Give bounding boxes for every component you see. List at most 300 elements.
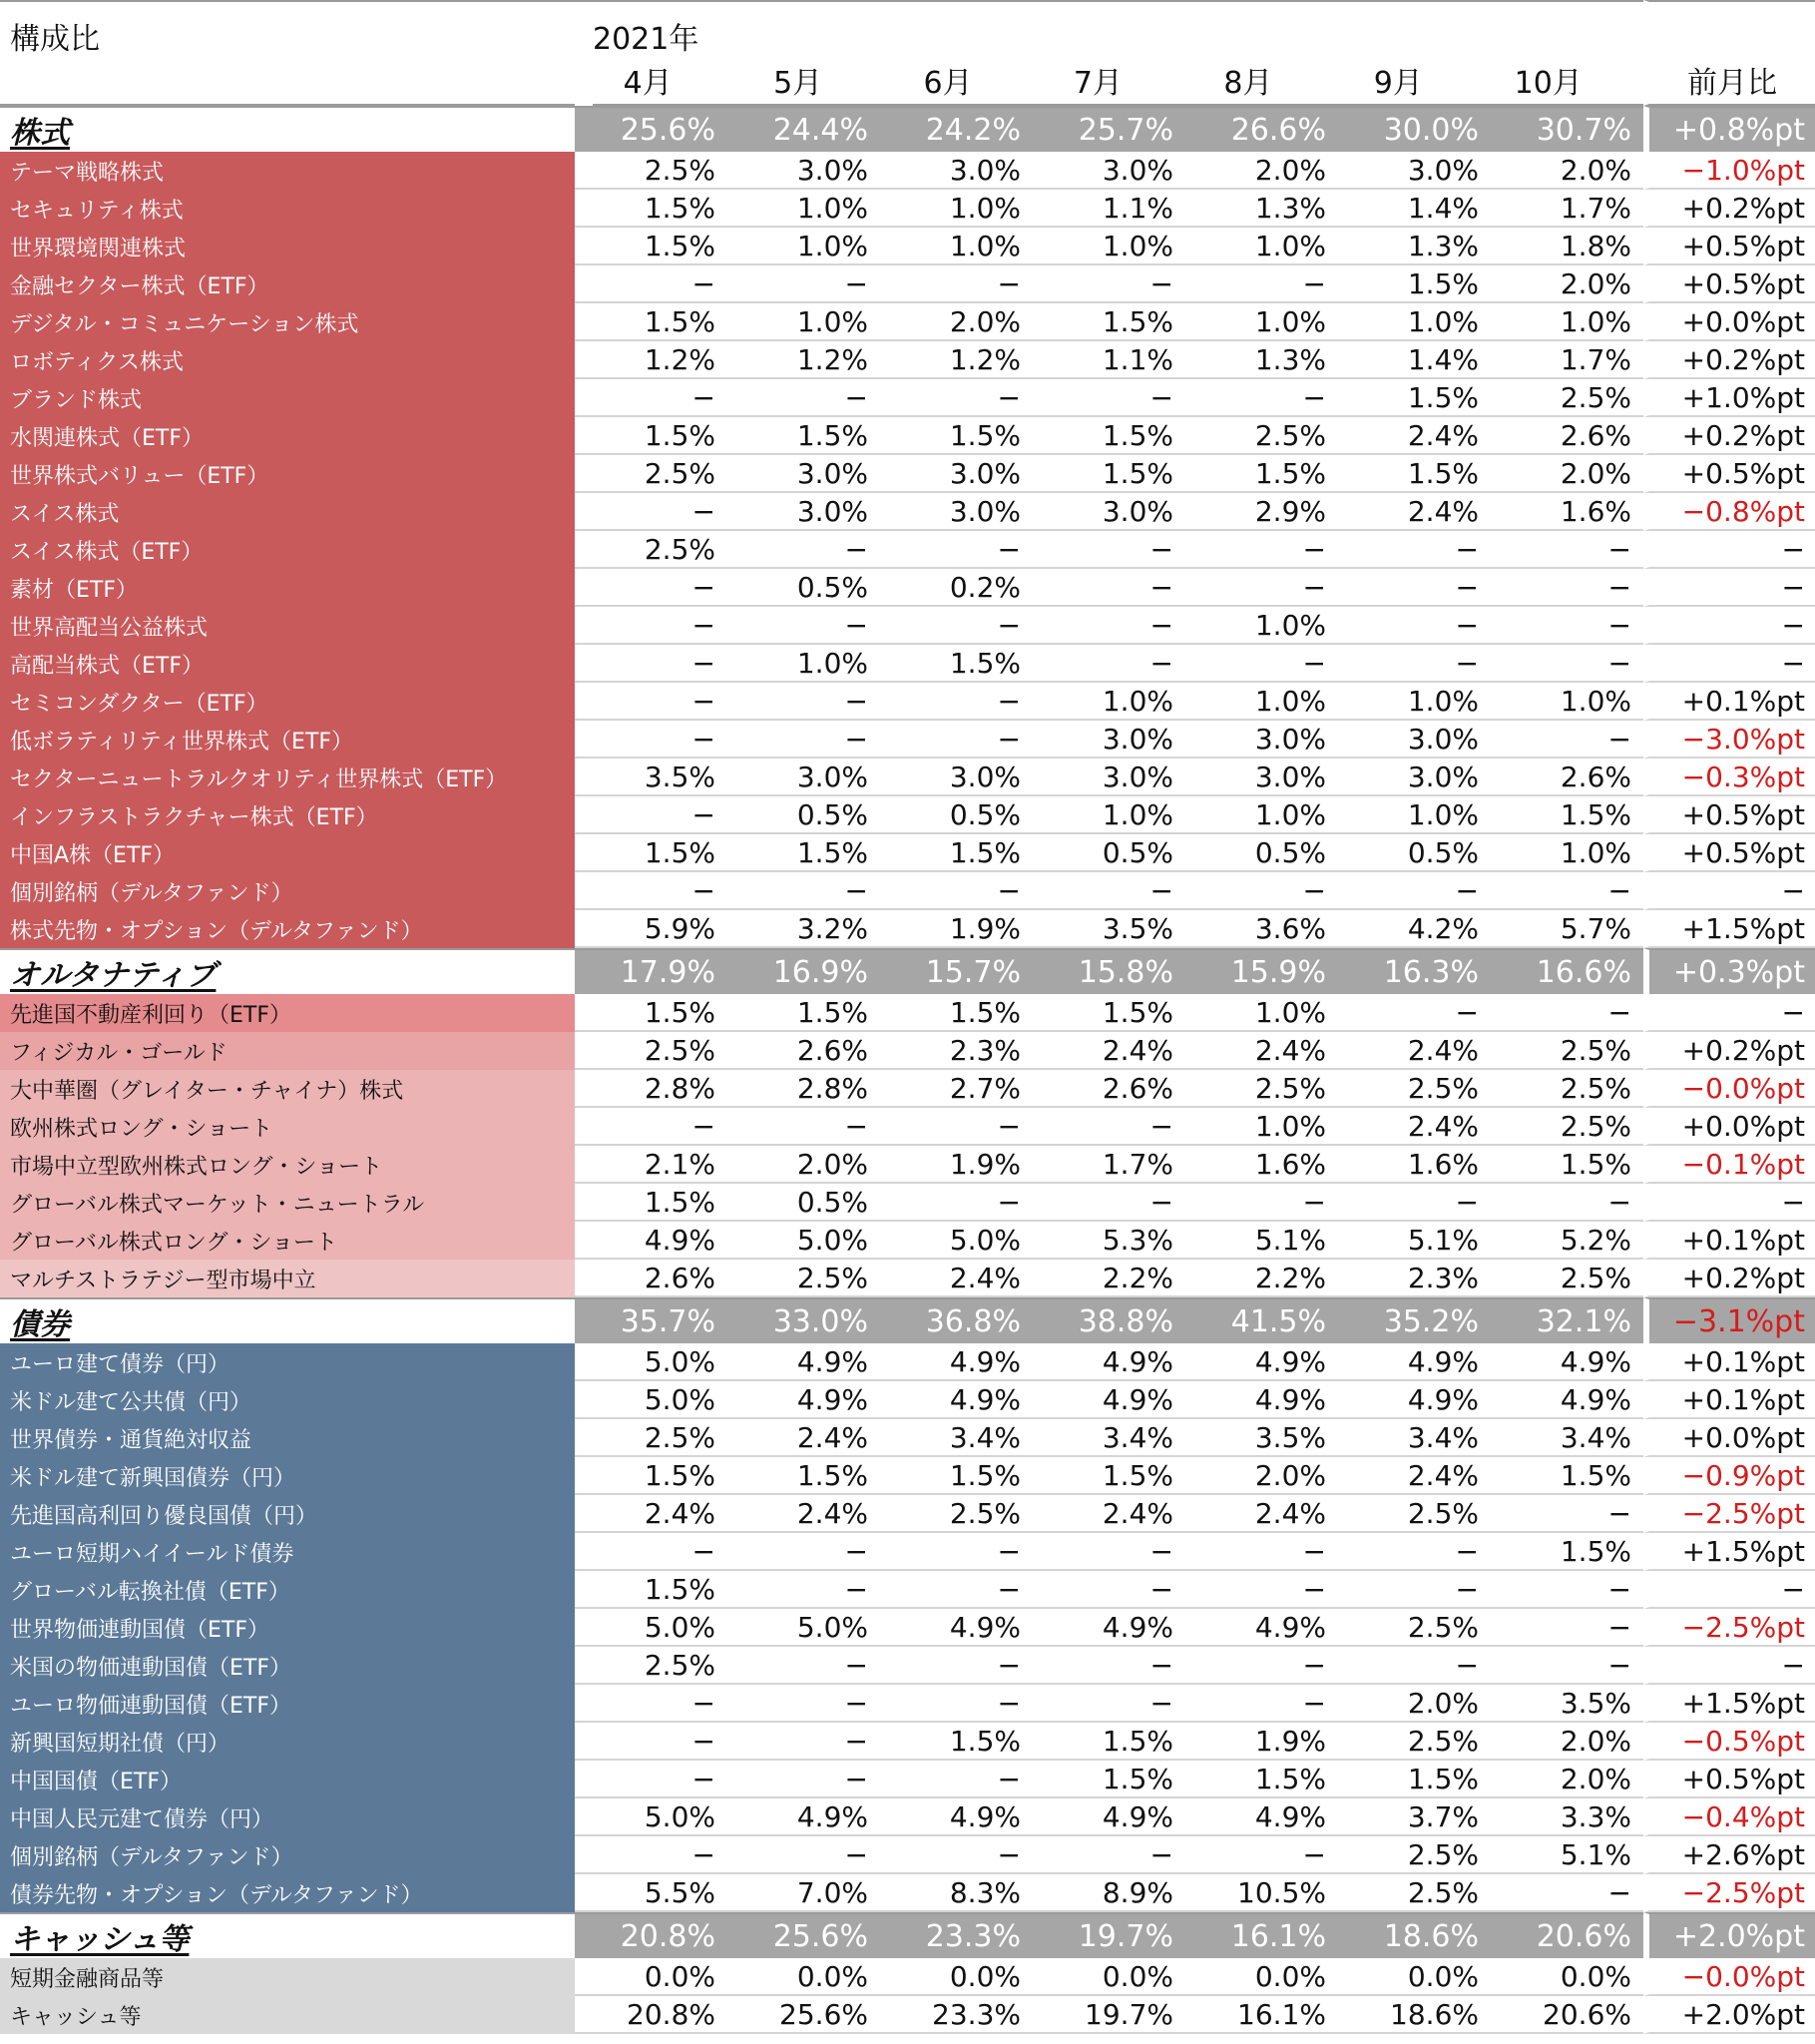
value-cell: 2.0% (1491, 455, 1643, 493)
value-cell: − (880, 721, 1033, 759)
value-cell: 2.4% (1033, 1032, 1185, 1070)
table-row (0, 228, 1815, 265)
value-cell: 1.3% (1338, 228, 1491, 265)
value-cell: 2.5% (1491, 379, 1643, 417)
value-cell: 4.9% (1185, 1343, 1338, 1381)
table-row (0, 1457, 1815, 1495)
value-cell: − (1338, 569, 1491, 607)
header-row (0, 0, 1815, 106)
change-cell: +0.0%pt (1643, 1419, 1815, 1457)
value-cell: 2.3% (880, 1032, 1033, 1070)
change-cell: −0.8%pt (1643, 493, 1815, 531)
row-label: 先進国高利回り優良国債（円） (0, 1495, 575, 1533)
value-cell: 3.5% (1185, 1419, 1338, 1457)
value-cell: − (575, 872, 727, 910)
table-title: 構成比 (0, 0, 575, 106)
section-total-cell: 33.0% (727, 1297, 880, 1343)
value-cell: 2.2% (1033, 1260, 1185, 1297)
value-cell: 1.2% (575, 341, 727, 379)
table-row (0, 265, 1815, 303)
value-cell: 1.4% (1338, 341, 1491, 379)
value-cell: 5.0% (575, 1798, 727, 1836)
value-cell: − (880, 1761, 1033, 1798)
value-cell: 1.6% (1338, 1146, 1491, 1184)
value-cell: 1.5% (880, 1723, 1033, 1761)
value-cell: 1.0% (1185, 796, 1338, 834)
value-cell: − (880, 1184, 1033, 1222)
value-cell: 5.5% (575, 1874, 727, 1912)
value-cell: − (1491, 1184, 1643, 1222)
value-cell: 0.0% (1338, 1958, 1491, 1996)
value-cell: 2.5% (880, 1495, 1033, 1533)
value-cell: 1.0% (1033, 683, 1185, 721)
change-cell: −3.0%pt (1643, 721, 1815, 759)
value-cell: 5.7% (1491, 910, 1643, 948)
row-label: 短期金融商品等 (0, 1958, 575, 1996)
value-cell: 1.5% (1338, 1761, 1491, 1798)
value-cell: 1.5% (880, 417, 1033, 455)
table-row (0, 1723, 1815, 1761)
value-cell: 1.0% (880, 190, 1033, 228)
row-label: 先進国不動産利回り（ETF） (0, 994, 575, 1032)
value-cell: − (727, 1685, 880, 1723)
row-label: 金融セクター株式（ETF） (0, 265, 575, 303)
month-header: 8月 (1193, 58, 1343, 105)
table-row (0, 1798, 1815, 1836)
value-cell: − (1338, 1571, 1491, 1609)
value-cell: 2.0% (1491, 1761, 1643, 1798)
section-total-cell: 16.9% (727, 948, 880, 994)
value-cell: 1.9% (880, 910, 1033, 948)
table-row (0, 493, 1815, 531)
change-cell: +0.1%pt (1643, 1381, 1815, 1419)
value-cell: 1.2% (880, 341, 1033, 379)
value-cell: 1.3% (1185, 341, 1338, 379)
value-cell: 1.5% (880, 834, 1033, 872)
value-cell: 1.1% (1033, 190, 1185, 228)
value-cell: − (1033, 1184, 1185, 1222)
table-row (0, 910, 1815, 948)
table-row (0, 152, 1815, 190)
value-cell: − (1033, 265, 1185, 303)
value-cell: 0.0% (575, 1958, 727, 1996)
table-row (0, 1836, 1815, 1874)
value-cell: 8.3% (880, 1874, 1033, 1912)
value-cell: 2.5% (1185, 1070, 1338, 1108)
value-cell: 2.5% (1491, 1032, 1643, 1070)
section-total-cell: 25.7% (1033, 106, 1185, 152)
value-cell: − (1491, 1609, 1643, 1647)
row-label: ロボティクス株式 (0, 341, 575, 379)
month-header: 4月 (593, 58, 742, 105)
value-cell: 5.9% (575, 910, 727, 948)
value-cell: 4.9% (1033, 1381, 1185, 1419)
table-row (0, 303, 1815, 341)
change-cell: +0.0%pt (1643, 1108, 1815, 1146)
change-cell: +0.1%pt (1643, 683, 1815, 721)
value-cell: 2.4% (1338, 1457, 1491, 1495)
value-cell: − (1033, 1533, 1185, 1571)
value-cell: − (880, 607, 1033, 645)
value-cell: 16.1% (1185, 1996, 1338, 2034)
value-cell: − (1491, 531, 1643, 569)
change-cell: +0.2%pt (1643, 1032, 1815, 1070)
row-label: 素材（ETF） (0, 569, 575, 607)
month-header: 7月 (1043, 58, 1192, 105)
row-label: ブランド株式 (0, 379, 575, 417)
table-row (0, 190, 1815, 228)
value-cell: − (575, 569, 727, 607)
value-cell: − (1338, 607, 1491, 645)
value-cell: 2.5% (575, 455, 727, 493)
section-total-cell: 17.9% (575, 948, 727, 994)
section-total-cell: 32.1% (1491, 1297, 1643, 1343)
row-label: ユーロ物価連動国債（ETF） (0, 1685, 575, 1723)
value-cell: − (1491, 1495, 1643, 1533)
section-total-cell: 15.9% (1185, 948, 1338, 994)
value-cell: − (1338, 645, 1491, 683)
row-label: 株式先物・オプション（デルタファンド） (0, 910, 575, 948)
value-cell: 1.5% (575, 190, 727, 228)
value-cell: 3.0% (727, 152, 880, 190)
table-row (0, 834, 1815, 872)
table-row (0, 341, 1815, 379)
section-total-cell: 23.3% (880, 1912, 1033, 1958)
value-cell: 2.4% (727, 1419, 880, 1457)
value-cell: 2.4% (1185, 1032, 1338, 1070)
value-cell: − (727, 379, 880, 417)
value-cell: − (727, 531, 880, 569)
section-change-cell: +0.3%pt (1643, 948, 1815, 994)
section-total-cell: 35.7% (575, 1297, 727, 1343)
value-cell: 1.5% (1033, 417, 1185, 455)
value-cell: − (727, 1571, 880, 1609)
value-cell: 1.5% (1033, 1457, 1185, 1495)
change-cell: −0.5%pt (1643, 1723, 1815, 1761)
value-cell: − (880, 1685, 1033, 1723)
value-cell: 2.5% (1491, 1260, 1643, 1297)
table-row (0, 1146, 1815, 1184)
change-cell: +2.6%pt (1643, 1836, 1815, 1874)
value-cell: 1.5% (727, 417, 880, 455)
value-cell: 2.4% (575, 1495, 727, 1533)
value-cell: − (575, 683, 727, 721)
value-cell: 1.5% (1491, 1146, 1643, 1184)
change-cell: +0.5%pt (1643, 834, 1815, 872)
value-cell: 1.0% (1033, 228, 1185, 265)
row-label: セキュリティ株式 (0, 190, 575, 228)
value-cell: 0.5% (880, 796, 1033, 834)
section-change-cell: +2.0%pt (1643, 1912, 1815, 1958)
section-total-cell: 16.1% (1185, 1912, 1338, 1958)
value-cell: − (1185, 569, 1338, 607)
value-cell: 2.5% (1338, 1723, 1491, 1761)
value-cell: 4.9% (880, 1798, 1033, 1836)
value-cell: 23.3% (880, 1996, 1033, 2034)
value-cell: 2.4% (1338, 1032, 1491, 1070)
value-cell: 3.3% (1491, 1798, 1643, 1836)
section-total-cell: 30.7% (1491, 106, 1643, 152)
table-row (0, 872, 1815, 910)
section-title: キャッシュ等 (0, 1912, 575, 1958)
value-cell: 1.5% (1491, 1533, 1643, 1571)
row-label: 世界物価連動国債（ETF） (0, 1609, 575, 1647)
value-cell: 1.5% (880, 645, 1033, 683)
value-cell: 3.0% (1033, 152, 1185, 190)
value-cell: 4.9% (1185, 1381, 1338, 1419)
value-cell: 0.5% (727, 796, 880, 834)
value-cell: − (1033, 531, 1185, 569)
value-cell: − (1185, 1184, 1338, 1222)
table-row (0, 1647, 1815, 1685)
change-cell: −0.1%pt (1643, 1146, 1815, 1184)
value-cell: 3.5% (575, 759, 727, 796)
value-cell: − (575, 265, 727, 303)
row-label: デジタル・コミュニケーション株式 (0, 303, 575, 341)
year-label: 2021年 (593, 22, 699, 57)
value-cell: 0.5% (1185, 834, 1338, 872)
value-cell: 1.5% (575, 228, 727, 265)
table-row (0, 683, 1815, 721)
value-cell: 3.0% (1185, 721, 1338, 759)
section-total-cell: 35.2% (1338, 1297, 1491, 1343)
value-cell: 2.0% (1491, 1723, 1643, 1761)
value-cell: − (575, 1761, 727, 1798)
value-cell: 1.9% (880, 1146, 1033, 1184)
value-cell: 1.0% (1338, 303, 1491, 341)
table-row (0, 994, 1815, 1032)
value-cell: 1.5% (1185, 1761, 1338, 1798)
value-cell: − (1491, 1874, 1643, 1912)
value-cell: 5.0% (575, 1609, 727, 1647)
value-cell: 5.1% (1338, 1222, 1491, 1260)
value-cell: 4.9% (727, 1381, 880, 1419)
value-cell: 3.4% (1491, 1419, 1643, 1457)
value-cell: 2.8% (727, 1070, 880, 1108)
table-row (0, 607, 1815, 645)
value-cell: 1.5% (1338, 455, 1491, 493)
table-row (0, 379, 1815, 417)
section-change-cell: −3.1%pt (1643, 1297, 1815, 1343)
change-cell: −2.5%pt (1643, 1609, 1815, 1647)
section-title: オルタナティブ (0, 948, 575, 994)
table-row (0, 759, 1815, 796)
value-cell: 5.0% (727, 1609, 880, 1647)
value-cell: − (880, 1571, 1033, 1609)
value-cell: − (575, 1533, 727, 1571)
row-label: 新興国短期社債（円） (0, 1723, 575, 1761)
value-cell: 4.9% (1338, 1381, 1491, 1419)
value-cell: 8.9% (1033, 1874, 1185, 1912)
change-cell: +1.5%pt (1643, 1533, 1815, 1571)
value-cell: − (727, 607, 880, 645)
value-cell: 2.1% (575, 1146, 727, 1184)
value-cell: − (575, 1108, 727, 1146)
section-total-cell: 25.6% (727, 1912, 880, 1958)
section-header-row (0, 948, 1815, 994)
value-cell: 0.0% (1033, 1958, 1185, 1996)
row-label: 高配当株式（ETF） (0, 645, 575, 683)
value-cell: 1.5% (1033, 455, 1185, 493)
value-cell: − (575, 796, 727, 834)
value-cell: 1.7% (1491, 341, 1643, 379)
table-row (0, 1222, 1815, 1260)
value-cell: 3.0% (1033, 493, 1185, 531)
value-cell: − (727, 1533, 880, 1571)
value-cell: 3.4% (880, 1419, 1033, 1457)
value-cell: 1.5% (727, 834, 880, 872)
value-cell: 3.4% (1338, 1419, 1491, 1457)
value-cell: − (1185, 1647, 1338, 1685)
value-cell: 4.9% (1491, 1343, 1643, 1381)
value-cell: 3.0% (1185, 759, 1338, 796)
change-cell: +1.0%pt (1643, 379, 1815, 417)
value-cell: 2.4% (1338, 1108, 1491, 1146)
value-cell: − (1491, 1647, 1643, 1685)
value-cell: 2.0% (1338, 1685, 1491, 1723)
value-cell: 1.0% (1491, 303, 1643, 341)
value-cell: 5.2% (1491, 1222, 1643, 1260)
value-cell: − (1491, 994, 1643, 1032)
value-cell: − (1033, 1647, 1185, 1685)
value-cell: 1.7% (1033, 1146, 1185, 1184)
value-cell: − (1033, 379, 1185, 417)
value-cell: 2.4% (1338, 493, 1491, 531)
section-total-cell: 36.8% (880, 1297, 1033, 1343)
row-label: 個別銘柄（デルタファンド） (0, 1836, 575, 1874)
change-cell: +0.5%pt (1643, 455, 1815, 493)
value-cell: − (727, 1647, 880, 1685)
value-cell: 1.0% (1338, 683, 1491, 721)
row-label: インフラストラクチャー株式（ETF） (0, 796, 575, 834)
change-cell: +0.2%pt (1643, 417, 1815, 455)
value-cell: − (1033, 1571, 1185, 1609)
value-cell: 4.9% (1338, 1343, 1491, 1381)
value-cell: 0.0% (880, 1958, 1033, 1996)
value-cell: 2.5% (1185, 417, 1338, 455)
value-cell: − (880, 683, 1033, 721)
value-cell: 2.5% (1338, 1495, 1491, 1533)
table-row (0, 569, 1815, 607)
value-cell: 1.5% (1033, 1761, 1185, 1798)
value-cell: 4.9% (880, 1381, 1033, 1419)
value-cell: 2.0% (880, 303, 1033, 341)
value-cell: 3.5% (1033, 910, 1185, 948)
value-cell: 0.0% (1491, 1958, 1643, 1996)
value-cell: 2.6% (727, 1032, 880, 1070)
value-cell: 2.5% (1338, 1609, 1491, 1647)
change-cell: +0.5%pt (1643, 1761, 1815, 1798)
table-row (0, 1685, 1815, 1723)
table-row (0, 1343, 1815, 1381)
change-cell: − (1643, 994, 1815, 1032)
change-cell: −0.4%pt (1643, 1798, 1815, 1836)
change-cell: +0.5%pt (1643, 228, 1815, 265)
row-label: ユーロ短期ハイイールド債券 (0, 1533, 575, 1571)
value-cell: − (880, 1836, 1033, 1874)
change-cell: +2.0%pt (1643, 1996, 1815, 2034)
month-header: 9月 (1343, 58, 1493, 105)
value-cell: 5.0% (880, 1222, 1033, 1260)
value-cell: 1.0% (727, 228, 880, 265)
value-cell: 2.5% (727, 1260, 880, 1297)
value-cell: 2.5% (1338, 1874, 1491, 1912)
change-cell: +1.5%pt (1643, 1685, 1815, 1723)
row-label: 中国A株（ETF） (0, 834, 575, 872)
month-header: 5月 (742, 58, 892, 105)
value-cell: − (1338, 1184, 1491, 1222)
value-cell: − (727, 1761, 880, 1798)
value-cell: 2.9% (1185, 493, 1338, 531)
value-cell: 1.0% (1185, 228, 1338, 265)
value-cell: 3.0% (1338, 759, 1491, 796)
row-label: 中国人民元建て債券（円） (0, 1798, 575, 1836)
value-cell: 1.0% (1338, 796, 1491, 834)
value-cell: 1.5% (1338, 265, 1491, 303)
value-cell: 1.6% (1491, 493, 1643, 531)
value-cell: 4.9% (880, 1343, 1033, 1381)
value-cell: 2.8% (575, 1070, 727, 1108)
table-row (0, 1874, 1815, 1912)
change-cell: +0.5%pt (1643, 265, 1815, 303)
value-cell: 1.0% (1185, 683, 1338, 721)
value-cell: 2.6% (1033, 1070, 1185, 1108)
value-cell: 1.5% (575, 1571, 727, 1609)
month-header: 6月 (893, 58, 1043, 105)
value-cell: − (1033, 1836, 1185, 1874)
value-cell: − (1491, 645, 1643, 683)
change-cell: +0.0%pt (1643, 303, 1815, 341)
value-cell: 4.9% (1491, 1381, 1643, 1419)
section-header-row (0, 106, 1815, 152)
value-cell: 20.8% (575, 1996, 727, 2034)
value-cell: 2.2% (1185, 1260, 1338, 1297)
value-cell: − (1185, 1685, 1338, 1723)
value-cell: 2.5% (575, 1419, 727, 1457)
value-cell: − (1185, 531, 1338, 569)
row-label: グローバル株式マーケット・ニュートラル (0, 1184, 575, 1222)
value-cell: 5.0% (727, 1222, 880, 1260)
value-cell: 2.0% (1491, 152, 1643, 190)
value-cell: 5.3% (1033, 1222, 1185, 1260)
value-cell: − (575, 1836, 727, 1874)
value-cell: 1.5% (575, 994, 727, 1032)
value-cell: 1.0% (1185, 303, 1338, 341)
value-cell: 1.5% (880, 994, 1033, 1032)
value-cell: 1.5% (1033, 994, 1185, 1032)
value-cell: − (1338, 1533, 1491, 1571)
value-cell: − (727, 872, 880, 910)
section-header-row (0, 1297, 1815, 1343)
value-cell: 1.0% (880, 228, 1033, 265)
change-cell: −0.3%pt (1643, 759, 1815, 796)
value-cell: 1.0% (1185, 994, 1338, 1032)
section-total-cell: 38.8% (1033, 1297, 1185, 1343)
change-cell: −0.0%pt (1643, 1070, 1815, 1108)
section-total-cell: 30.0% (1338, 106, 1491, 152)
section-total-cell: 41.5% (1185, 1297, 1338, 1343)
table-row (0, 721, 1815, 759)
change-cell: +1.5%pt (1643, 910, 1815, 948)
month-header: 10月 (1494, 58, 1643, 105)
value-cell: − (1033, 1108, 1185, 1146)
value-cell: 2.5% (1491, 1108, 1643, 1146)
table-row (0, 1996, 1815, 2034)
value-cell: 3.0% (727, 455, 880, 493)
value-cell: 3.0% (1338, 152, 1491, 190)
value-cell: − (1338, 994, 1491, 1032)
row-label: マルチストラテジー型市場中立 (0, 1260, 575, 1297)
